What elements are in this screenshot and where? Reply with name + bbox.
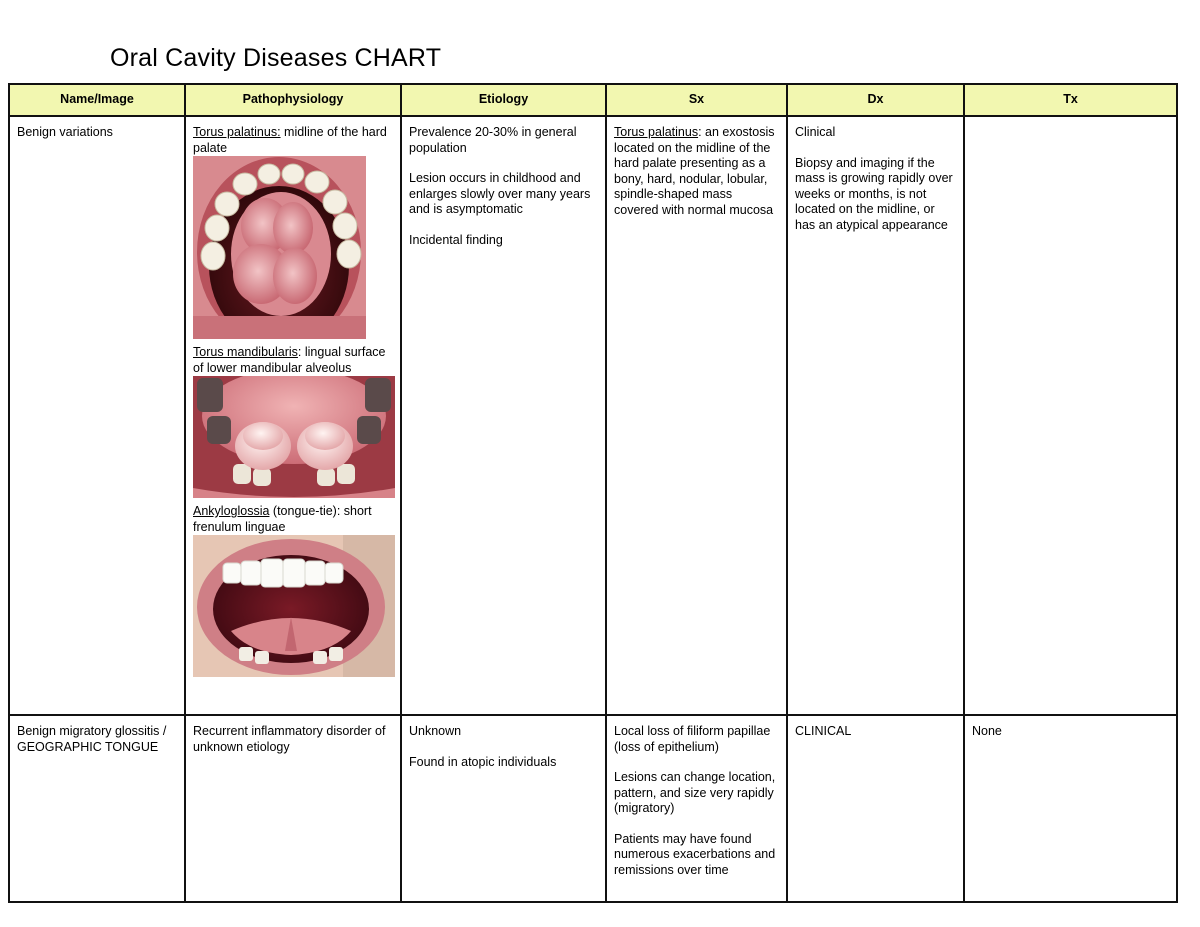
column-header-name: Name/Image	[9, 84, 185, 116]
cell-dx	[787, 116, 964, 715]
cell-pathophysiology	[185, 715, 401, 902]
dx-paragraph: Clinical	[795, 125, 836, 139]
term-ankyloglossia: Ankyloglossia	[193, 504, 270, 518]
sx-paragraph: Lesions can change location, pattern, and size very rapidly (migratory)	[614, 770, 776, 815]
term-torus-palatinus: Torus palatinus:	[193, 125, 281, 139]
sx-paragraph: Patients may have found numerous exacerbations and remissions over time	[614, 831, 776, 877]
cell-tx	[964, 715, 1177, 902]
table-row	[9, 715, 1177, 902]
disease-chart-table	[8, 83, 1178, 903]
column-header-etiology: Etiology	[401, 84, 606, 116]
tx-text: None	[972, 724, 1002, 738]
term-torus-mandibularis: Torus mandibularis	[193, 345, 298, 359]
sx-text: : an exostosis located on the midline of the hard palate presenting as a bony, hard, nodular, lobular, spindle-shaped mass covered with normal mucosa	[614, 125, 775, 217]
etiology-paragraph: Found in atopic individuals	[409, 754, 557, 769]
dx-paragraph: Biopsy and imaging if the mass is growing rapidly over weeks or months, is not located on the midline, or has an atypical appearance	[795, 155, 953, 232]
term-torus-palatinus-sx: Torus palatinus	[614, 125, 699, 139]
sx-paragraph: Local loss of filiform papillae (loss of epithelium)	[614, 724, 771, 754]
dx-text: CLINICAL	[795, 724, 852, 738]
caption-text: (tongue-tie): short frenulum linguae	[193, 504, 372, 534]
cell-etiology	[401, 715, 606, 902]
document-title: Oral Cavity Diseases CHART	[110, 44, 442, 72]
cell-pathophysiology	[185, 116, 401, 715]
torus-palatinus-caption	[193, 125, 393, 156]
cell-etiology	[401, 116, 606, 715]
caption-text: : lingual surface of lower mandibular alveolus	[193, 345, 386, 375]
column-header-tx: Tx	[964, 84, 1177, 116]
etiology-paragraph: Prevalence 20-30% in general population	[409, 125, 577, 155]
sx-paragraph	[614, 125, 779, 218]
header-row	[9, 84, 1177, 116]
column-header-sx: Sx	[606, 84, 787, 116]
cell-sx	[606, 715, 787, 902]
etiology-paragraph: Lesion occurs in childhood and enlarges slowly over many years and is asymptomatic	[409, 171, 591, 216]
torus-palatinus-photo	[193, 156, 393, 339]
torus-mandibularis-caption	[193, 345, 393, 376]
column-header-dx: Dx	[787, 84, 964, 116]
column-header-pathophysiology: Pathophysiology	[185, 84, 401, 116]
ankyloglossia-photo	[193, 535, 393, 677]
torus-mandibularis-photo	[193, 376, 393, 498]
etiology-paragraph: Unknown	[409, 724, 462, 738]
ankyloglossia-caption	[193, 504, 393, 535]
table-row	[9, 116, 1177, 715]
cell-dx	[787, 715, 964, 902]
disease-name: Benign variations	[17, 125, 113, 139]
cell-name	[9, 715, 185, 902]
caption-text: midline of the hard palate	[193, 125, 387, 155]
disease-name: Benign migratory glossitis / GEOGRAPHIC TONGUE	[17, 724, 167, 754]
etiology-paragraph: Incidental finding	[409, 232, 503, 247]
patho-text: Recurrent inflammatory disorder of unknown etiology	[193, 724, 386, 754]
cell-sx	[606, 116, 787, 715]
cell-name	[9, 116, 185, 715]
cell-tx	[964, 116, 1177, 715]
